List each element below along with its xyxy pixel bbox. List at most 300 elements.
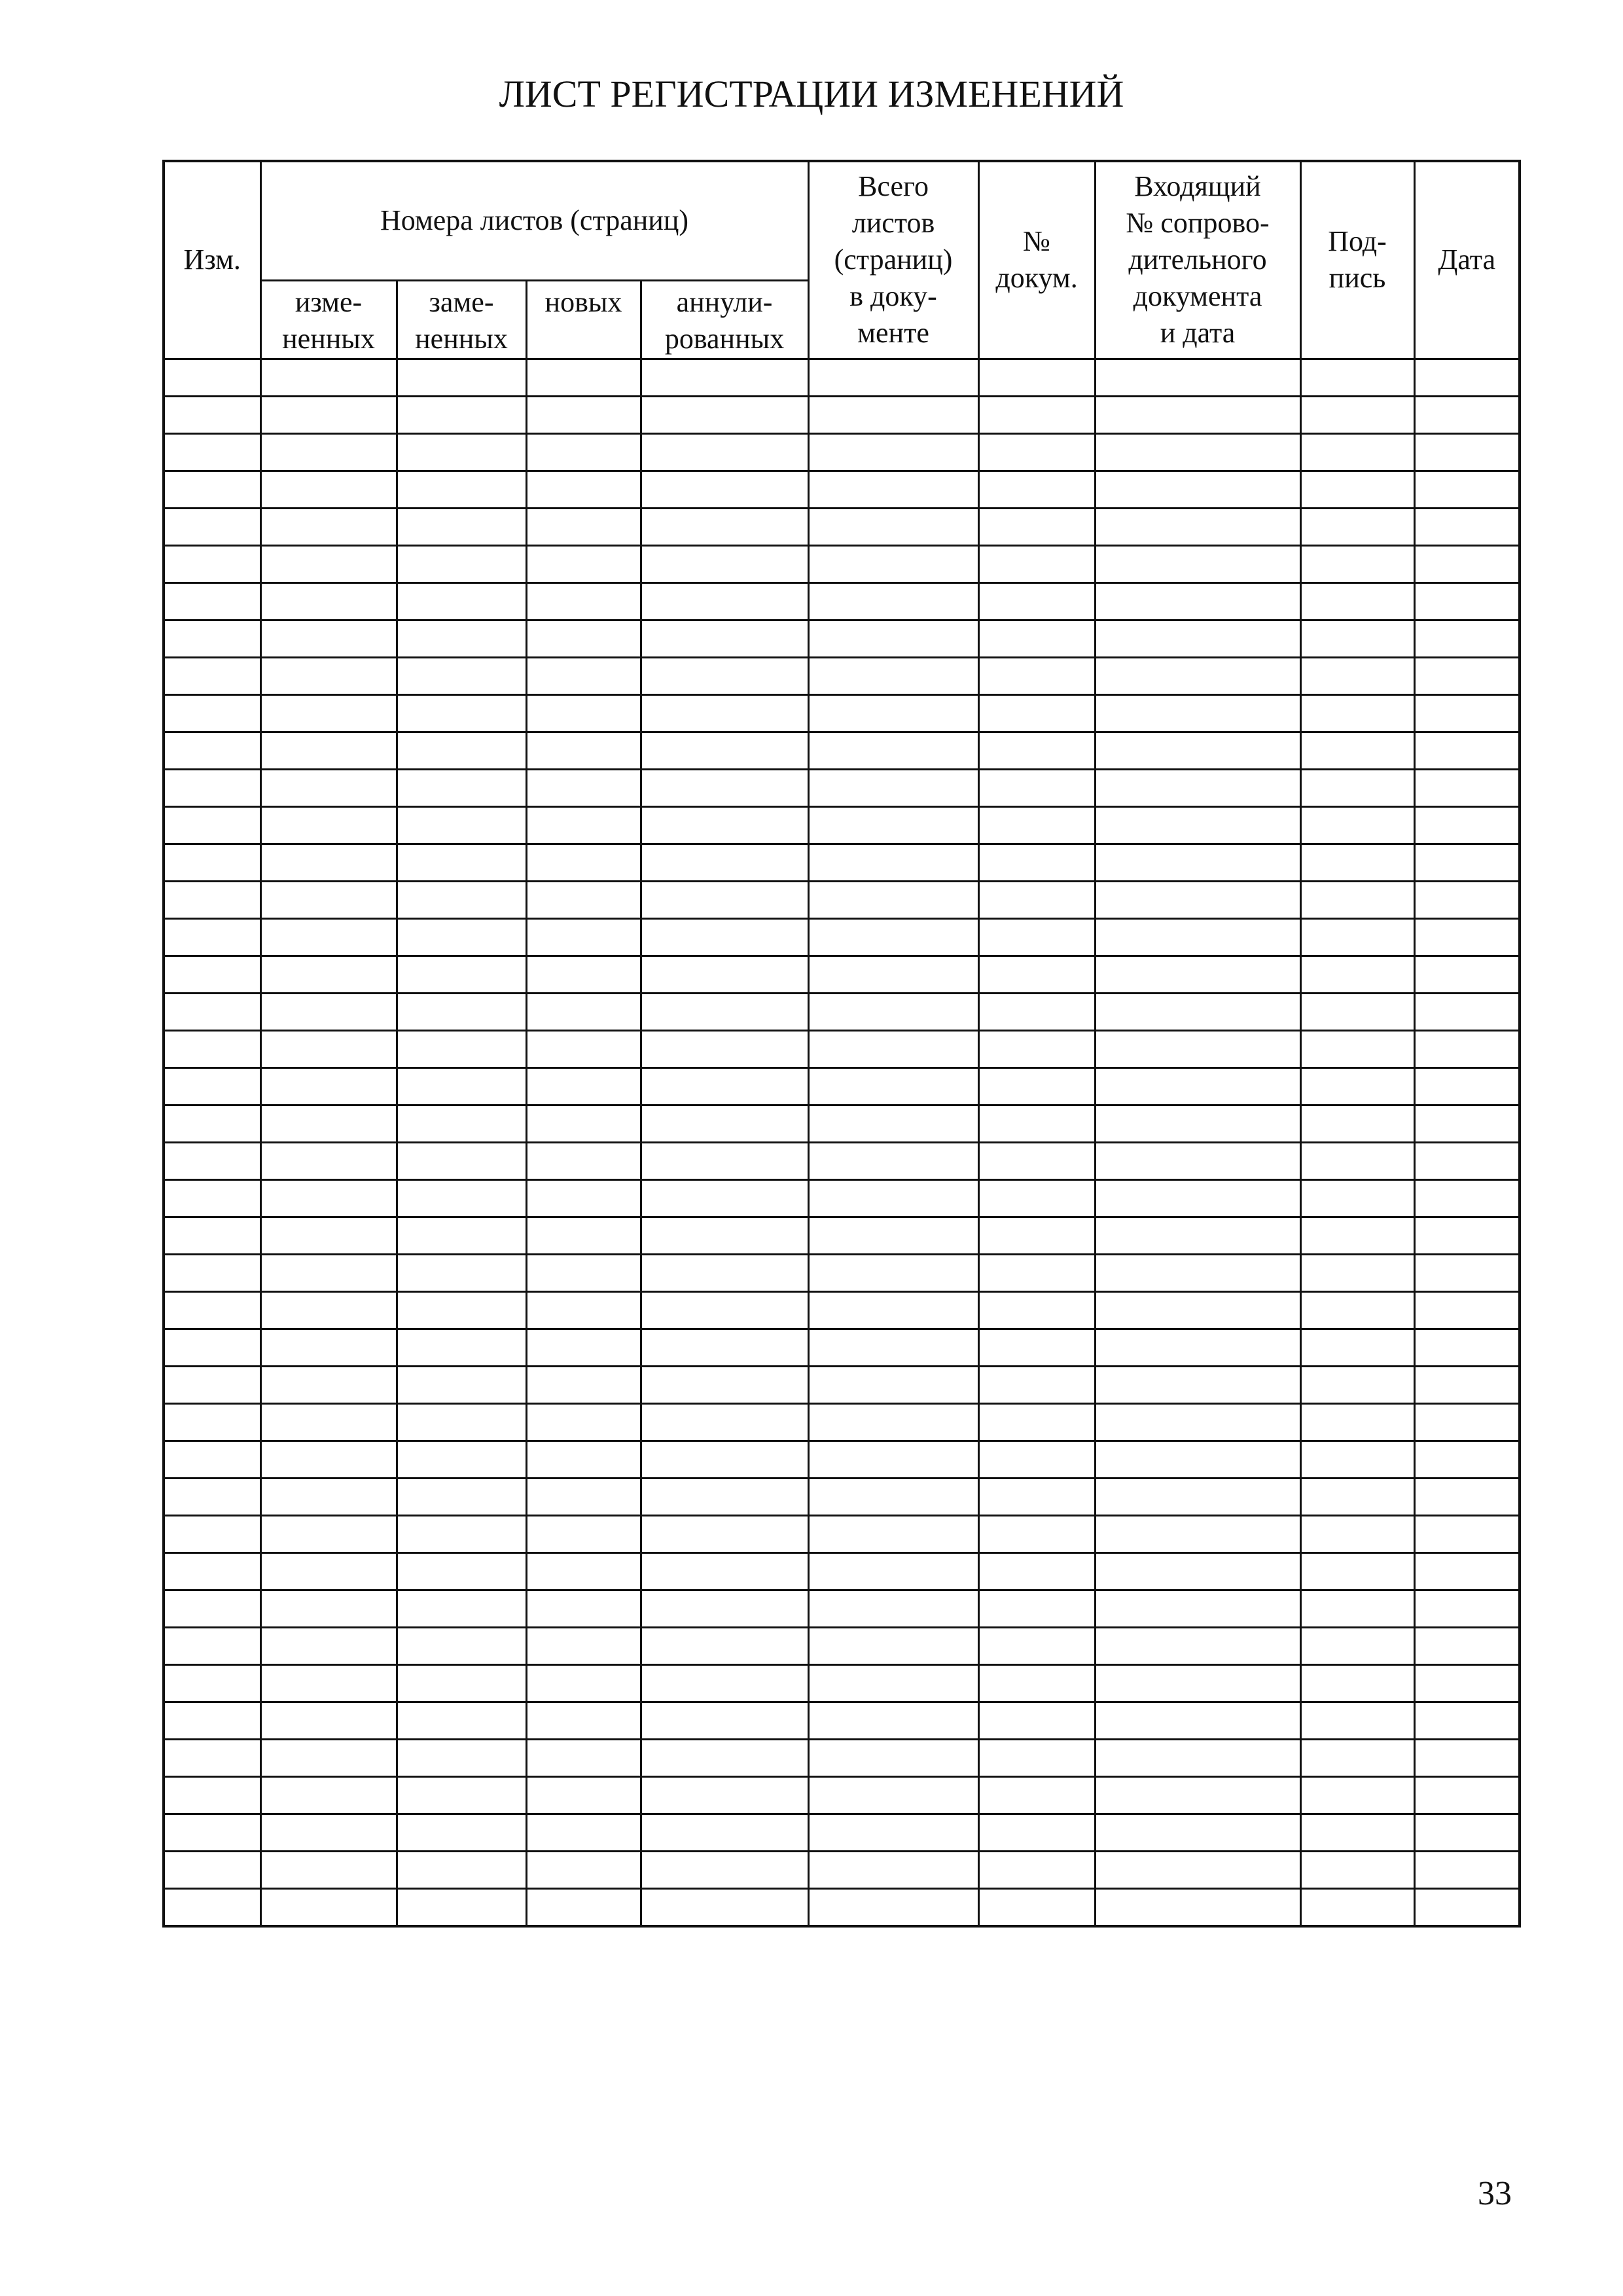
table-cell — [1414, 396, 1520, 433]
table-cell — [641, 583, 808, 620]
table-cell — [641, 1441, 808, 1478]
table-cell — [260, 1627, 397, 1664]
table-cell — [526, 1851, 641, 1888]
table-cell — [808, 471, 978, 508]
table-cell — [978, 956, 1095, 993]
table-cell — [1300, 956, 1414, 993]
table-cell — [978, 583, 1095, 620]
table-row — [164, 1366, 1520, 1403]
table-cell — [641, 545, 808, 583]
table-cell — [164, 769, 260, 806]
table-cell — [526, 508, 641, 545]
table-cell — [1095, 1366, 1300, 1403]
table-cell — [1414, 583, 1520, 620]
table-cell — [1414, 545, 1520, 583]
table-cell — [1095, 657, 1300, 694]
table-cell — [1414, 806, 1520, 844]
table-cell — [1414, 1478, 1520, 1515]
table-cell — [526, 993, 641, 1030]
table-row — [164, 844, 1520, 881]
header-sheet-numbers: Номера листов (страниц) — [260, 161, 808, 280]
table-cell — [1095, 1142, 1300, 1179]
table-cell — [1095, 1552, 1300, 1590]
table-cell — [641, 1254, 808, 1291]
table-cell — [526, 1366, 641, 1403]
table-cell — [1095, 918, 1300, 956]
table-cell — [260, 1105, 397, 1142]
table-cell — [978, 1067, 1095, 1105]
table-cell — [1300, 657, 1414, 694]
table-cell — [260, 956, 397, 993]
table-cell — [1300, 1478, 1414, 1515]
table-cell — [1414, 508, 1520, 545]
table-cell — [1095, 1814, 1300, 1851]
table-cell — [978, 1478, 1095, 1515]
table-cell — [1300, 1776, 1414, 1814]
table-cell — [526, 471, 641, 508]
table-cell — [1095, 806, 1300, 844]
table-cell — [641, 1590, 808, 1627]
table-cell — [397, 1814, 526, 1851]
table-cell — [641, 508, 808, 545]
table-cell — [978, 396, 1095, 433]
table-row — [164, 1590, 1520, 1627]
table-cell — [397, 881, 526, 918]
table-cell — [641, 1067, 808, 1105]
table-cell — [1414, 1702, 1520, 1739]
table-cell — [260, 1142, 397, 1179]
table-cell — [808, 1814, 978, 1851]
table-cell — [1095, 1702, 1300, 1739]
table-cell — [260, 1217, 397, 1254]
table-cell — [164, 1441, 260, 1478]
table-row — [164, 1142, 1520, 1179]
table-cell — [978, 1403, 1095, 1441]
table-cell — [978, 1515, 1095, 1552]
table-cell — [1300, 620, 1414, 657]
table-cell — [164, 508, 260, 545]
table-row — [164, 769, 1520, 806]
table-cell — [164, 545, 260, 583]
table-row — [164, 694, 1520, 732]
table-cell — [397, 769, 526, 806]
table-cell — [978, 359, 1095, 396]
table-cell — [808, 1366, 978, 1403]
table-cell — [526, 1254, 641, 1291]
table-cell — [1095, 1739, 1300, 1776]
table-cell — [641, 1776, 808, 1814]
table-cell — [1300, 1814, 1414, 1851]
header-total-sheets: Всего листов (страниц) в доку- менте — [808, 161, 978, 359]
table-cell — [397, 1664, 526, 1702]
table-cell — [1095, 694, 1300, 732]
table-cell — [526, 1515, 641, 1552]
table-cell — [641, 769, 808, 806]
table-cell — [526, 583, 641, 620]
table-cell — [641, 1217, 808, 1254]
table-cell — [1095, 1478, 1300, 1515]
table-cell — [164, 471, 260, 508]
table-cell — [978, 1179, 1095, 1217]
table-cell — [397, 918, 526, 956]
table-cell — [1300, 1739, 1414, 1776]
table-cell — [1414, 1030, 1520, 1067]
table-cell — [526, 1739, 641, 1776]
table-cell — [260, 1888, 397, 1926]
table-cell — [526, 844, 641, 881]
table-row — [164, 396, 1520, 433]
table-cell — [397, 694, 526, 732]
table-cell — [260, 1179, 397, 1217]
header-changed: изме- ненных — [260, 280, 397, 359]
table-cell — [641, 1478, 808, 1515]
table-cell — [641, 1179, 808, 1217]
table-cell — [1414, 657, 1520, 694]
table-cell — [808, 1664, 978, 1702]
table-cell — [526, 732, 641, 769]
table-cell — [1300, 694, 1414, 732]
table-cell — [260, 1366, 397, 1403]
table-cell — [808, 806, 978, 844]
table-cell — [1300, 1851, 1414, 1888]
table-cell — [397, 956, 526, 993]
table-cell — [808, 433, 978, 471]
table-cell — [260, 769, 397, 806]
table-cell — [260, 396, 397, 433]
table-cell — [260, 732, 397, 769]
table-cell — [641, 396, 808, 433]
table-row — [164, 881, 1520, 918]
table-cell — [260, 844, 397, 881]
table-cell — [260, 993, 397, 1030]
table-cell — [1095, 1254, 1300, 1291]
table-cell — [526, 1179, 641, 1217]
table-cell — [808, 732, 978, 769]
header-incoming-doc: Входящий № сопрово- дительного документа и дата — [1095, 161, 1300, 359]
table-cell — [397, 657, 526, 694]
table-cell — [1414, 918, 1520, 956]
table-cell — [1300, 732, 1414, 769]
table-cell — [260, 1776, 397, 1814]
header-cancelled: аннули- рованных — [641, 280, 808, 359]
table-row — [164, 1030, 1520, 1067]
table-cell — [1095, 1627, 1300, 1664]
table-cell — [526, 1627, 641, 1664]
table-row — [164, 1702, 1520, 1739]
table-cell — [1300, 769, 1414, 806]
table-cell — [1414, 1627, 1520, 1664]
table-cell — [1414, 1590, 1520, 1627]
table-row — [164, 918, 1520, 956]
table-cell — [1300, 583, 1414, 620]
table-cell — [260, 1254, 397, 1291]
table-cell — [808, 1329, 978, 1366]
table-cell — [1095, 1329, 1300, 1366]
table-cell — [397, 1776, 526, 1814]
table-cell — [808, 1478, 978, 1515]
table-cell — [978, 993, 1095, 1030]
table-cell — [1300, 1552, 1414, 1590]
table-cell — [260, 433, 397, 471]
table-cell — [260, 881, 397, 918]
table-cell — [1300, 1366, 1414, 1403]
table-cell — [260, 1403, 397, 1441]
table-cell — [808, 396, 978, 433]
table-cell — [1414, 1366, 1520, 1403]
table-cell — [397, 1142, 526, 1179]
table-cell — [978, 620, 1095, 657]
table-cell — [260, 1552, 397, 1590]
table-cell — [397, 1515, 526, 1552]
table-cell — [641, 1702, 808, 1739]
table-cell — [526, 956, 641, 993]
table-cell — [397, 1702, 526, 1739]
table-cell — [641, 732, 808, 769]
table-cell — [1414, 1067, 1520, 1105]
table-cell — [808, 1552, 978, 1590]
table-cell — [1095, 956, 1300, 993]
table-cell — [1414, 1552, 1520, 1590]
table-cell — [978, 881, 1095, 918]
table-cell — [978, 1590, 1095, 1627]
table-cell — [164, 1851, 260, 1888]
table-cell — [808, 918, 978, 956]
table-cell — [1300, 1627, 1414, 1664]
table-cell — [397, 508, 526, 545]
table-cell — [164, 1814, 260, 1851]
table-cell — [164, 918, 260, 956]
table-cell — [1300, 396, 1414, 433]
table-cell — [808, 1851, 978, 1888]
table-cell — [397, 1739, 526, 1776]
table-cell — [1095, 583, 1300, 620]
table-cell — [1095, 1291, 1300, 1329]
table-cell — [526, 396, 641, 433]
table-cell — [164, 433, 260, 471]
table-cell — [526, 545, 641, 583]
table-cell — [164, 1179, 260, 1217]
table-cell — [808, 769, 978, 806]
table-cell — [164, 1067, 260, 1105]
header-doc-number: № докум. — [978, 161, 1095, 359]
table-cell — [1414, 769, 1520, 806]
table-cell — [1414, 1515, 1520, 1552]
table-cell — [641, 1366, 808, 1403]
table-cell — [1414, 1291, 1520, 1329]
table-cell — [397, 471, 526, 508]
table-cell — [808, 657, 978, 694]
table-row — [164, 1329, 1520, 1366]
table-cell — [526, 694, 641, 732]
table-cell — [641, 1291, 808, 1329]
table-cell — [808, 1067, 978, 1105]
table-cell — [397, 545, 526, 583]
table-cell — [808, 1142, 978, 1179]
table-cell — [526, 918, 641, 956]
table-cell — [641, 806, 808, 844]
table-cell — [164, 359, 260, 396]
table-cell — [397, 1291, 526, 1329]
table-cell — [1095, 881, 1300, 918]
table-cell — [978, 1142, 1095, 1179]
table-cell — [808, 1590, 978, 1627]
table-cell — [526, 433, 641, 471]
table-cell — [808, 1441, 978, 1478]
table-cell — [978, 1814, 1095, 1851]
table-cell — [397, 732, 526, 769]
table-cell — [1300, 471, 1414, 508]
table-cell — [1300, 1067, 1414, 1105]
table-cell — [1095, 1776, 1300, 1814]
table-cell — [1300, 1590, 1414, 1627]
table-cell — [526, 359, 641, 396]
table-cell — [1300, 1702, 1414, 1739]
table-cell — [808, 1776, 978, 1814]
table-cell — [260, 1067, 397, 1105]
table-cell — [1414, 1814, 1520, 1851]
table-cell — [1300, 508, 1414, 545]
table-cell — [1095, 433, 1300, 471]
table-cell — [1414, 1179, 1520, 1217]
table-cell — [1300, 918, 1414, 956]
table-cell — [164, 1291, 260, 1329]
table-cell — [260, 1814, 397, 1851]
table-cell — [1414, 471, 1520, 508]
table-cell — [641, 993, 808, 1030]
table-cell — [1095, 1403, 1300, 1441]
table-cell — [978, 433, 1095, 471]
table-cell — [397, 1403, 526, 1441]
table-row — [164, 1627, 1520, 1664]
table-cell — [1414, 433, 1520, 471]
table-cell — [641, 1030, 808, 1067]
table-cell — [164, 1702, 260, 1739]
table-cell — [526, 1291, 641, 1329]
table-cell — [164, 1515, 260, 1552]
table-row — [164, 1888, 1520, 1926]
table-cell — [808, 1217, 978, 1254]
table-cell — [1414, 732, 1520, 769]
table-cell — [260, 359, 397, 396]
table-cell — [1414, 620, 1520, 657]
table-row — [164, 1664, 1520, 1702]
table-cell — [978, 1217, 1095, 1254]
table-cell — [164, 583, 260, 620]
table-cell — [641, 1552, 808, 1590]
table-cell — [526, 1478, 641, 1515]
table-cell — [1095, 620, 1300, 657]
table-row — [164, 1179, 1520, 1217]
table-cell — [526, 1142, 641, 1179]
table-cell — [1300, 1329, 1414, 1366]
table-cell — [978, 844, 1095, 881]
table-cell — [526, 1552, 641, 1590]
table-cell — [978, 1329, 1095, 1366]
table-cell — [1414, 1664, 1520, 1702]
table-cell — [164, 1403, 260, 1441]
table-cell — [978, 1888, 1095, 1926]
table-cell — [397, 359, 526, 396]
table-cell — [526, 1702, 641, 1739]
header-new: новых — [526, 280, 641, 359]
table-cell — [808, 1515, 978, 1552]
table-cell — [526, 1814, 641, 1851]
table-row — [164, 583, 1520, 620]
table-cell — [641, 1142, 808, 1179]
table-cell — [978, 1851, 1095, 1888]
table-cell — [641, 1888, 808, 1926]
table-cell — [164, 1478, 260, 1515]
table-cell — [808, 1254, 978, 1291]
table-cell — [1414, 1329, 1520, 1366]
table-cell — [1095, 1030, 1300, 1067]
table-cell — [1095, 396, 1300, 433]
table-cell — [641, 881, 808, 918]
table-cell — [397, 1366, 526, 1403]
table-cell — [1300, 1291, 1414, 1329]
table-cell — [260, 1851, 397, 1888]
table-cell — [164, 620, 260, 657]
table-cell — [808, 956, 978, 993]
header-izm: Изм. — [164, 161, 260, 359]
table-row — [164, 1441, 1520, 1478]
table-cell — [641, 657, 808, 694]
table-cell — [1095, 993, 1300, 1030]
table-cell — [978, 694, 1095, 732]
table-cell — [1300, 1105, 1414, 1142]
table-row — [164, 806, 1520, 844]
table-cell — [1414, 1403, 1520, 1441]
table-cell — [978, 471, 1095, 508]
table-cell — [397, 1030, 526, 1067]
table-cell — [808, 359, 978, 396]
table-row — [164, 1067, 1520, 1105]
table-row — [164, 1851, 1520, 1888]
header-signature: Под- пись — [1300, 161, 1414, 359]
table-cell — [260, 1664, 397, 1702]
table-cell — [641, 1329, 808, 1366]
table-cell — [1414, 1142, 1520, 1179]
table-cell — [164, 1366, 260, 1403]
table-cell — [164, 1105, 260, 1142]
page-title: ЛИСТ РЕГИСТРАЦИИ ИЗМЕНЕНИЙ — [499, 73, 1124, 115]
table-cell — [397, 1329, 526, 1366]
table-cell — [641, 918, 808, 956]
table-cell — [260, 545, 397, 583]
table-cell — [1095, 1515, 1300, 1552]
table-cell — [1095, 769, 1300, 806]
table-cell — [1300, 359, 1414, 396]
table-cell — [164, 1590, 260, 1627]
table-cell — [397, 1067, 526, 1105]
page-number: 33 — [1478, 2175, 1512, 2212]
table-row — [164, 545, 1520, 583]
table-cell — [978, 1291, 1095, 1329]
table-cell — [641, 1739, 808, 1776]
table-cell — [260, 1329, 397, 1366]
table-cell — [978, 1776, 1095, 1814]
table-cell — [397, 844, 526, 881]
table-cell — [978, 806, 1095, 844]
table-cell — [526, 1888, 641, 1926]
table-cell — [260, 620, 397, 657]
table-cell — [978, 1702, 1095, 1739]
table-cell — [641, 844, 808, 881]
table-cell — [808, 694, 978, 732]
table-row — [164, 1552, 1520, 1590]
table-cell — [164, 657, 260, 694]
table-row — [164, 1403, 1520, 1441]
